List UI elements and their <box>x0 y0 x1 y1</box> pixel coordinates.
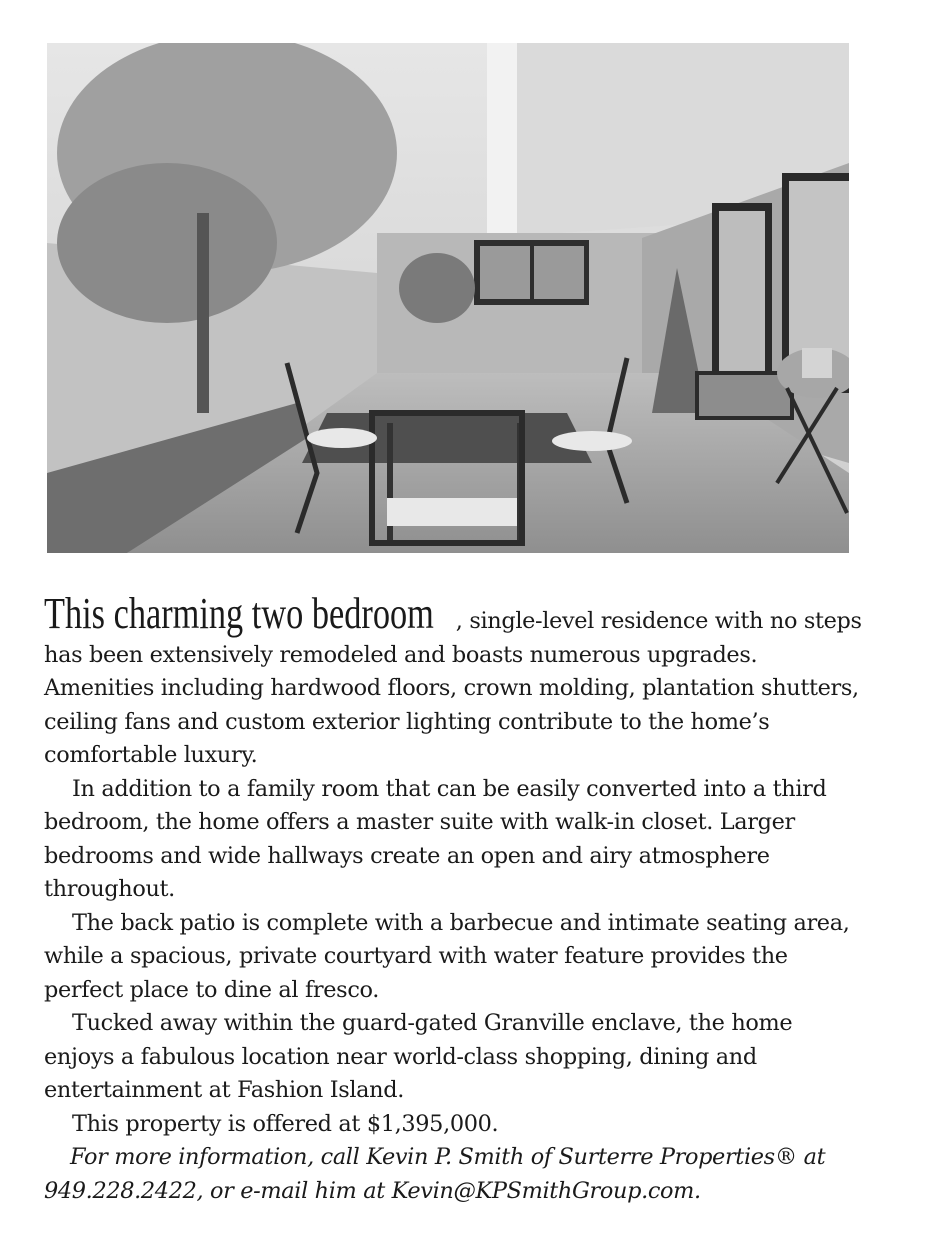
lead-in-heading: This charming two bedroom <box>44 589 434 638</box>
paragraph-family-room: In addition to a family room that can be easily converted into a third bedroom, the home offers a master suite with walk-in closet. Larger bedrooms and wide hallways create an open and airy atmosphere throughout. <box>44 775 827 902</box>
intro-text: , single-level residence with no steps has been extensively remodeled and boasts numerous upgrades. Amenities including hardwood floors, crown molding, plantation shutters, ceiling fans and custom exterior lighting contribute to the home’s comfortable luxury. <box>44 608 862 768</box>
listing-article <box>44 589 864 1208</box>
paragraph-price: This property is offered at $1,395,000. <box>72 1110 499 1137</box>
contact-info: For more information, call Kevin P. Smith of Surterre Properties® at 949.228.2422, or e-mail him at Kevin@KPSmithGroup.com. <box>44 1144 826 1204</box>
paragraph-location: Tucked away within the guard-gated Granville enclave, the home enjoys a fabulous location near world-class shopping, dining and entertainment at Fashion Island. <box>44 1010 793 1103</box>
paragraph-intro <box>44 589 864 773</box>
courtyard-illustration <box>47 43 849 553</box>
property-photo <box>47 43 849 553</box>
paragraph-patio: The back patio is complete with a barbecue and intimate seating area, while a spacious, private courtyard with water feature provides the perfect place to dine al fresco. <box>44 909 850 1003</box>
